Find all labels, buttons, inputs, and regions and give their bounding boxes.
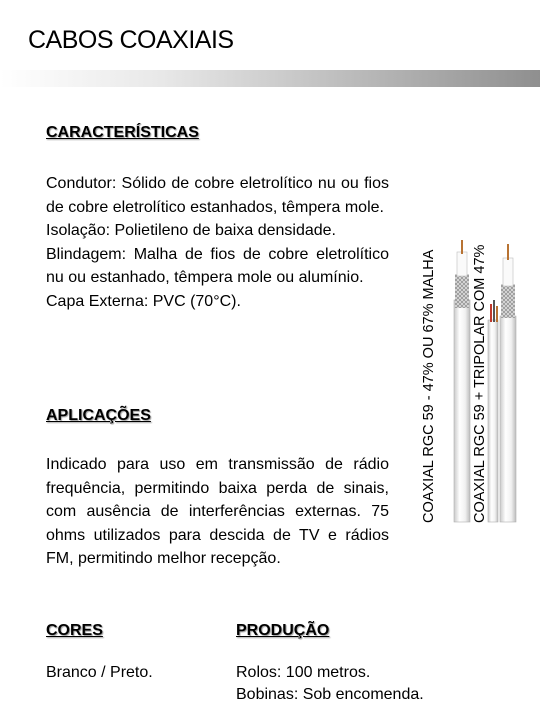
right-coax-cable (488, 244, 516, 522)
cable-label-left: COAXIAL RGC 59 - 47% OU 67% MALHA (421, 249, 437, 523)
producao-values (236, 662, 424, 706)
aplicacoes-paragraph: Indicado para uso em transmissão de rádio frequência, permitindo baixa perda de sinais, com ausência de interferências externas. 75 ohms utilizados para descida de TV e rádios FM, permitindo melhor recepção. (46, 456, 389, 567)
capa-externa-line: Capa Externa: PVC (70°C). (46, 292, 241, 310)
aplicacoes-text (46, 453, 389, 571)
caracteristicas-heading: CARACTERÍSTICAS (46, 124, 199, 141)
title-gradient-bar (0, 70, 540, 87)
page-title: CABOS COAXIAIS (28, 26, 234, 54)
condutor-line: Condutor: Sólido de cobre eletrolítico nu ou fios de cobre eletrolítico estanhados, têmpera mole. (46, 175, 389, 216)
left-coax-cable (454, 240, 470, 522)
cores-value: Branco / Preto. (46, 664, 153, 681)
coaxial-cables-illustration (410, 200, 520, 530)
aplicacoes-heading: APLICAÇÕES (46, 407, 151, 424)
bobinas-line: Bobinas: Sob encomenda. (236, 686, 424, 703)
isolacao-line: Isolação: Polietileno de baixa densidade. (46, 222, 336, 239)
producao-heading: PRODUÇÃO (236, 622, 330, 639)
rolos-line: Rolos: 100 metros. (236, 664, 371, 681)
blindagem-line: Blindagem: Malha de fios de cobre eletrolítico nu ou estanhado, têmpera mole ou alumínio. (46, 245, 389, 286)
cable-label-right: COAXIAL RGC 59 + TRIPOLAR COM 47% (472, 244, 488, 523)
cores-heading: CORES (46, 622, 103, 639)
caracteristicas-text (46, 172, 389, 313)
